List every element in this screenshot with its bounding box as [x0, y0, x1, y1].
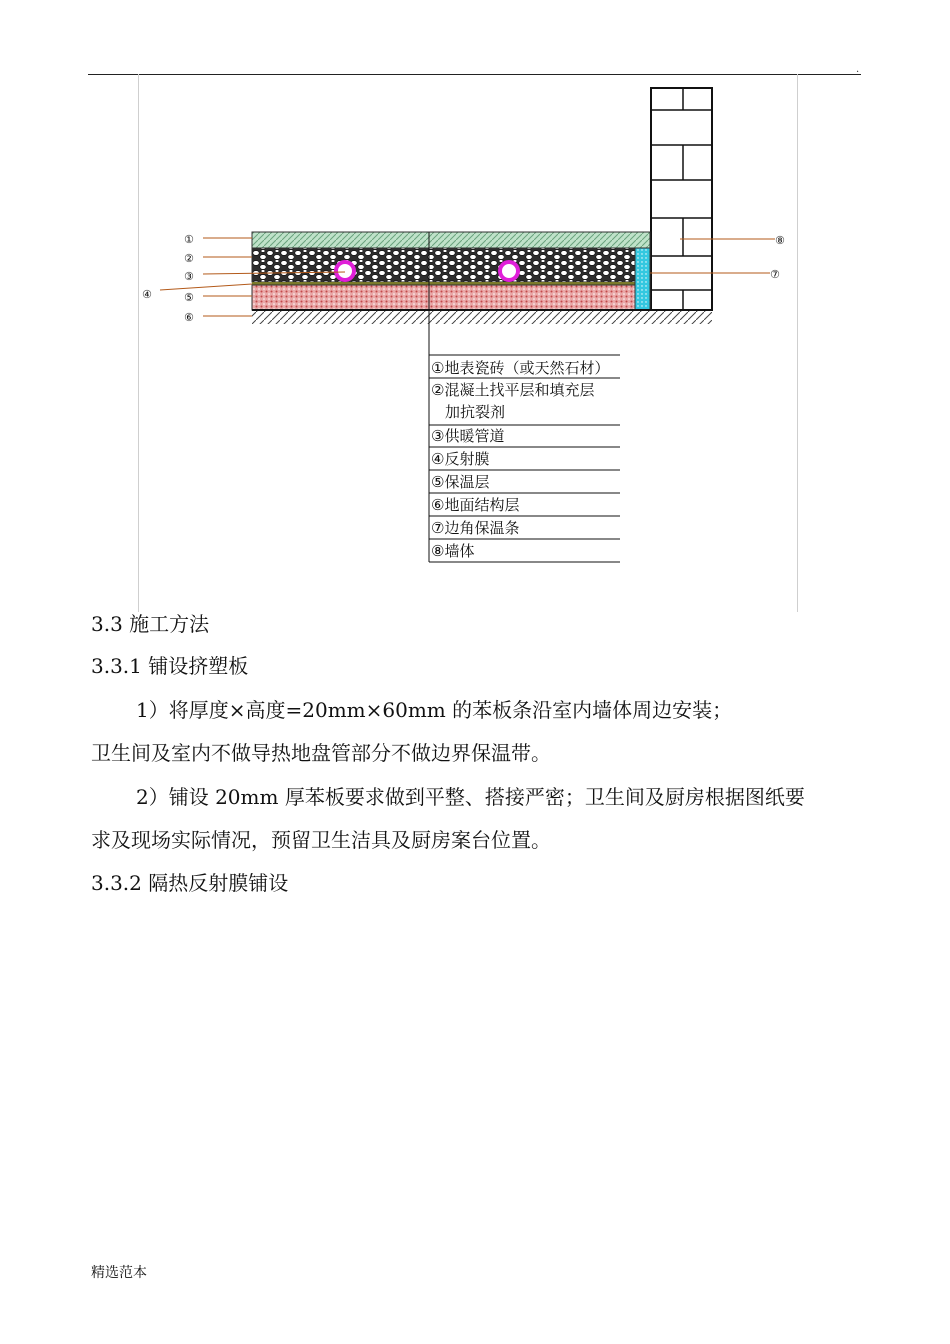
- callout-8: ⑧: [775, 234, 785, 247]
- header-dot: .: [856, 64, 860, 75]
- callout-2: ②: [184, 252, 194, 265]
- structural-base: [252, 310, 712, 324]
- paragraph-2-line-2: 求及现场实际情况，预留卫生洁具及厨房案台位置。: [91, 828, 551, 852]
- paragraph-1-line-1: 1）将厚度×高度=20mm×60mm 的苯板条沿室内墙体周边安装；: [136, 698, 733, 722]
- legend-item-4: ④反射膜: [431, 450, 490, 468]
- callout-5: ⑤: [184, 291, 194, 304]
- legend-item-2: ②混凝土找平层和填充层: [431, 381, 595, 399]
- paragraph-2-line-1: 2）铺设 20mm 厚苯板要求做到平整、搭接严密；卫生间及厨房根据图纸要: [136, 785, 805, 809]
- legend-item-7: ⑦边角保温条: [431, 519, 520, 537]
- callout-6: ⑥: [184, 311, 194, 324]
- callout-1: ①: [184, 233, 194, 246]
- callout-4: ④: [142, 288, 152, 301]
- section-heading-3-3-1: 3.3.1 铺设挤塑板: [91, 654, 249, 678]
- edge-strip: [635, 248, 650, 310]
- callout-7: ⑦: [770, 268, 780, 281]
- legend-item-2-cont: 加抗裂剂: [445, 403, 506, 421]
- legend-item-1: ①地表瓷砖（或天然石材）: [431, 359, 610, 377]
- footer-text: 精选范本: [91, 1265, 147, 1281]
- legend-item-3: ③供暖管道: [431, 427, 505, 445]
- insulation-layer: [252, 285, 635, 310]
- paragraph-1-line-2: 卫生间及室内不做导热地盘管部分不做边界保温带。: [91, 741, 551, 765]
- callout-3: ③: [184, 270, 194, 283]
- tile-layer: [252, 232, 650, 248]
- screed-layer: [252, 248, 635, 282]
- wall: [651, 88, 712, 310]
- floor-heating-diagram: [0, 0, 950, 620]
- section-heading-3-3-2: 3.3.2 隔热反射膜铺设: [91, 871, 289, 895]
- section-heading-3-3: 3.3 施工方法: [91, 612, 210, 636]
- legend-item-8: ⑧墙体: [431, 542, 475, 560]
- heating-pipe-left: [336, 262, 354, 280]
- legend-item-5: ⑤保温层: [431, 473, 490, 491]
- heating-pipe-right: [500, 262, 518, 280]
- legend-item-6: ⑥地面结构层: [431, 496, 520, 514]
